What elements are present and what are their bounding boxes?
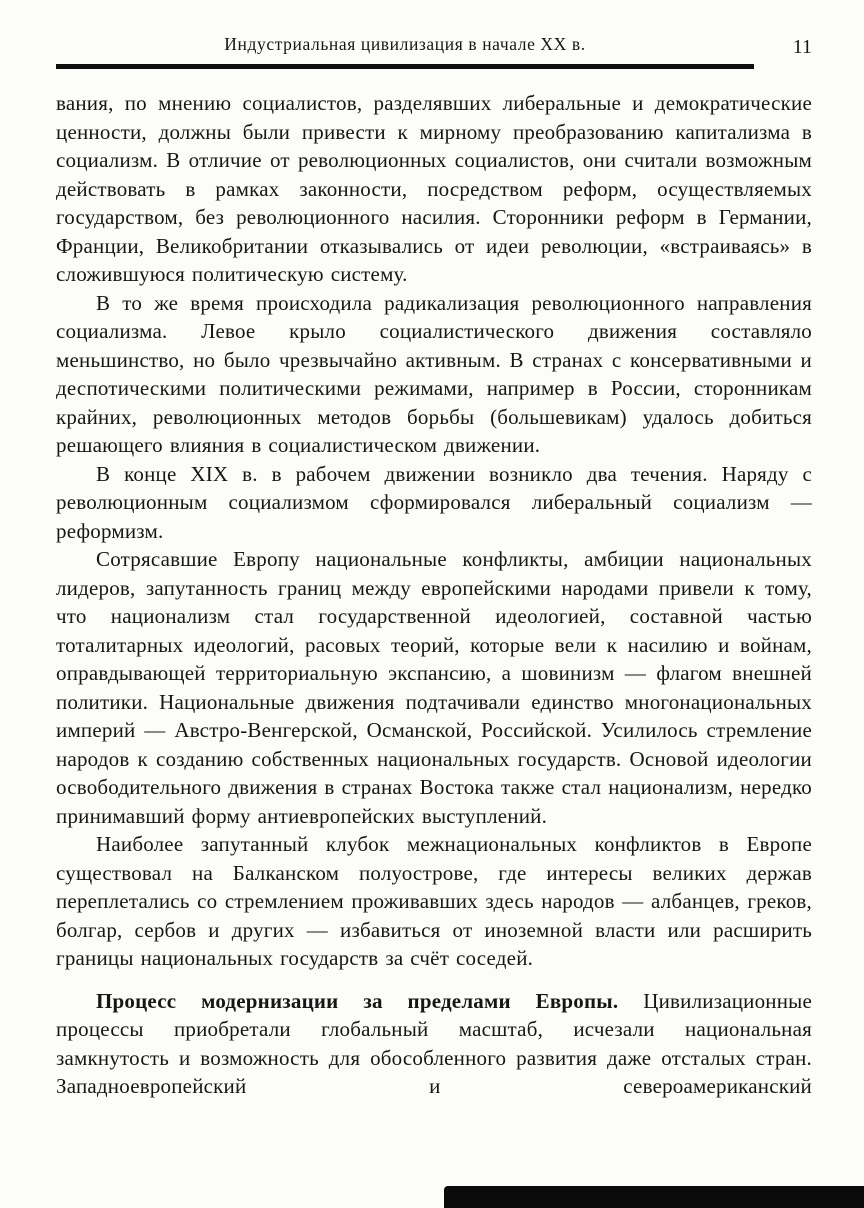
running-head: Индустриальная цивилизация в начале XX в. [224, 34, 586, 54]
paragraph: В конце XIX в. в рабочем движении возникло два течения. Наряду с революционным социализмом сформировался либеральный социализм — реформизм. [56, 461, 812, 543]
scan-artifact-bar [444, 1186, 864, 1208]
paragraph: В то же время происходила радикализация революционного направления социализма. Левое крыло социалистического движения составляло меньшинство, но было чрезвычайно активным. В странах с консервативными и деспотическими политическими режимами, например в России, сторонникам крайних, революционных методов борьбы (большевикам) удалось добиться решающего влияния в социалистическом движении. [56, 290, 812, 457]
page-number: 11 [792, 36, 812, 58]
page-header [56, 34, 812, 69]
paragraph-text: Цивилизационные процессы приобретали глобальный масштаб, исчезали национальная замкнутость и возможность для обособленного развития даже отсталых стран. Западноевропейский и североамериканский [56, 988, 812, 1098]
paragraph [56, 987, 812, 1101]
paragraph-lead: Процесс модернизации за пределами Европы. [96, 988, 619, 1013]
paragraph: вания, по мнению социалистов, разделявших либеральные и демократические ценности, должны были привести к мирному преобразованию капитализма в социализм. В отличие от революционных социалистов, они считали возможным действовать в рамках законности, посредством реформ, осуществляемых государством, без революционного насилия. Сторонники реформ в Германии, Франции, Великобритании отказывались от идеи революции, «встраиваясь» в сложившуюся политическую систему. [56, 91, 812, 286]
paragraph: Сотрясавшие Европу национальные конфликты, амбиции национальных лидеров, запутанность границ между европейскими народами привели к тому, что национализм стал государственной идеологией, составной частью тоталитарных идеологий, расовых теорий, которые вели к насилию и войнам, оправдывающей территориальную экспансию, а шовинизм — флагом внешней политики. Национальные движения подтачивали единство многонациональных империй — Австро-Венгерской, Османской, Российской. Усилилось стремление народов к созданию собственных национальных государств. Основой идеологии освободительного движения в странах Востока также стал национализм, нередко принимавший форму антиевропейских выступлений. [56, 547, 812, 828]
page-body [56, 89, 812, 1101]
paragraph: Наиболее запутанный клубок межнациональных конфликтов в Европе существовал на Балканском полуострове, где интересы великих держав переплетались со стремлением проживавших здесь народов — албанцев, греков, болгар, сербов и других — избавиться от иноземной власти или расширить границы национальных государств за счёт соседей. [56, 832, 812, 970]
running-head-rule [56, 34, 754, 69]
